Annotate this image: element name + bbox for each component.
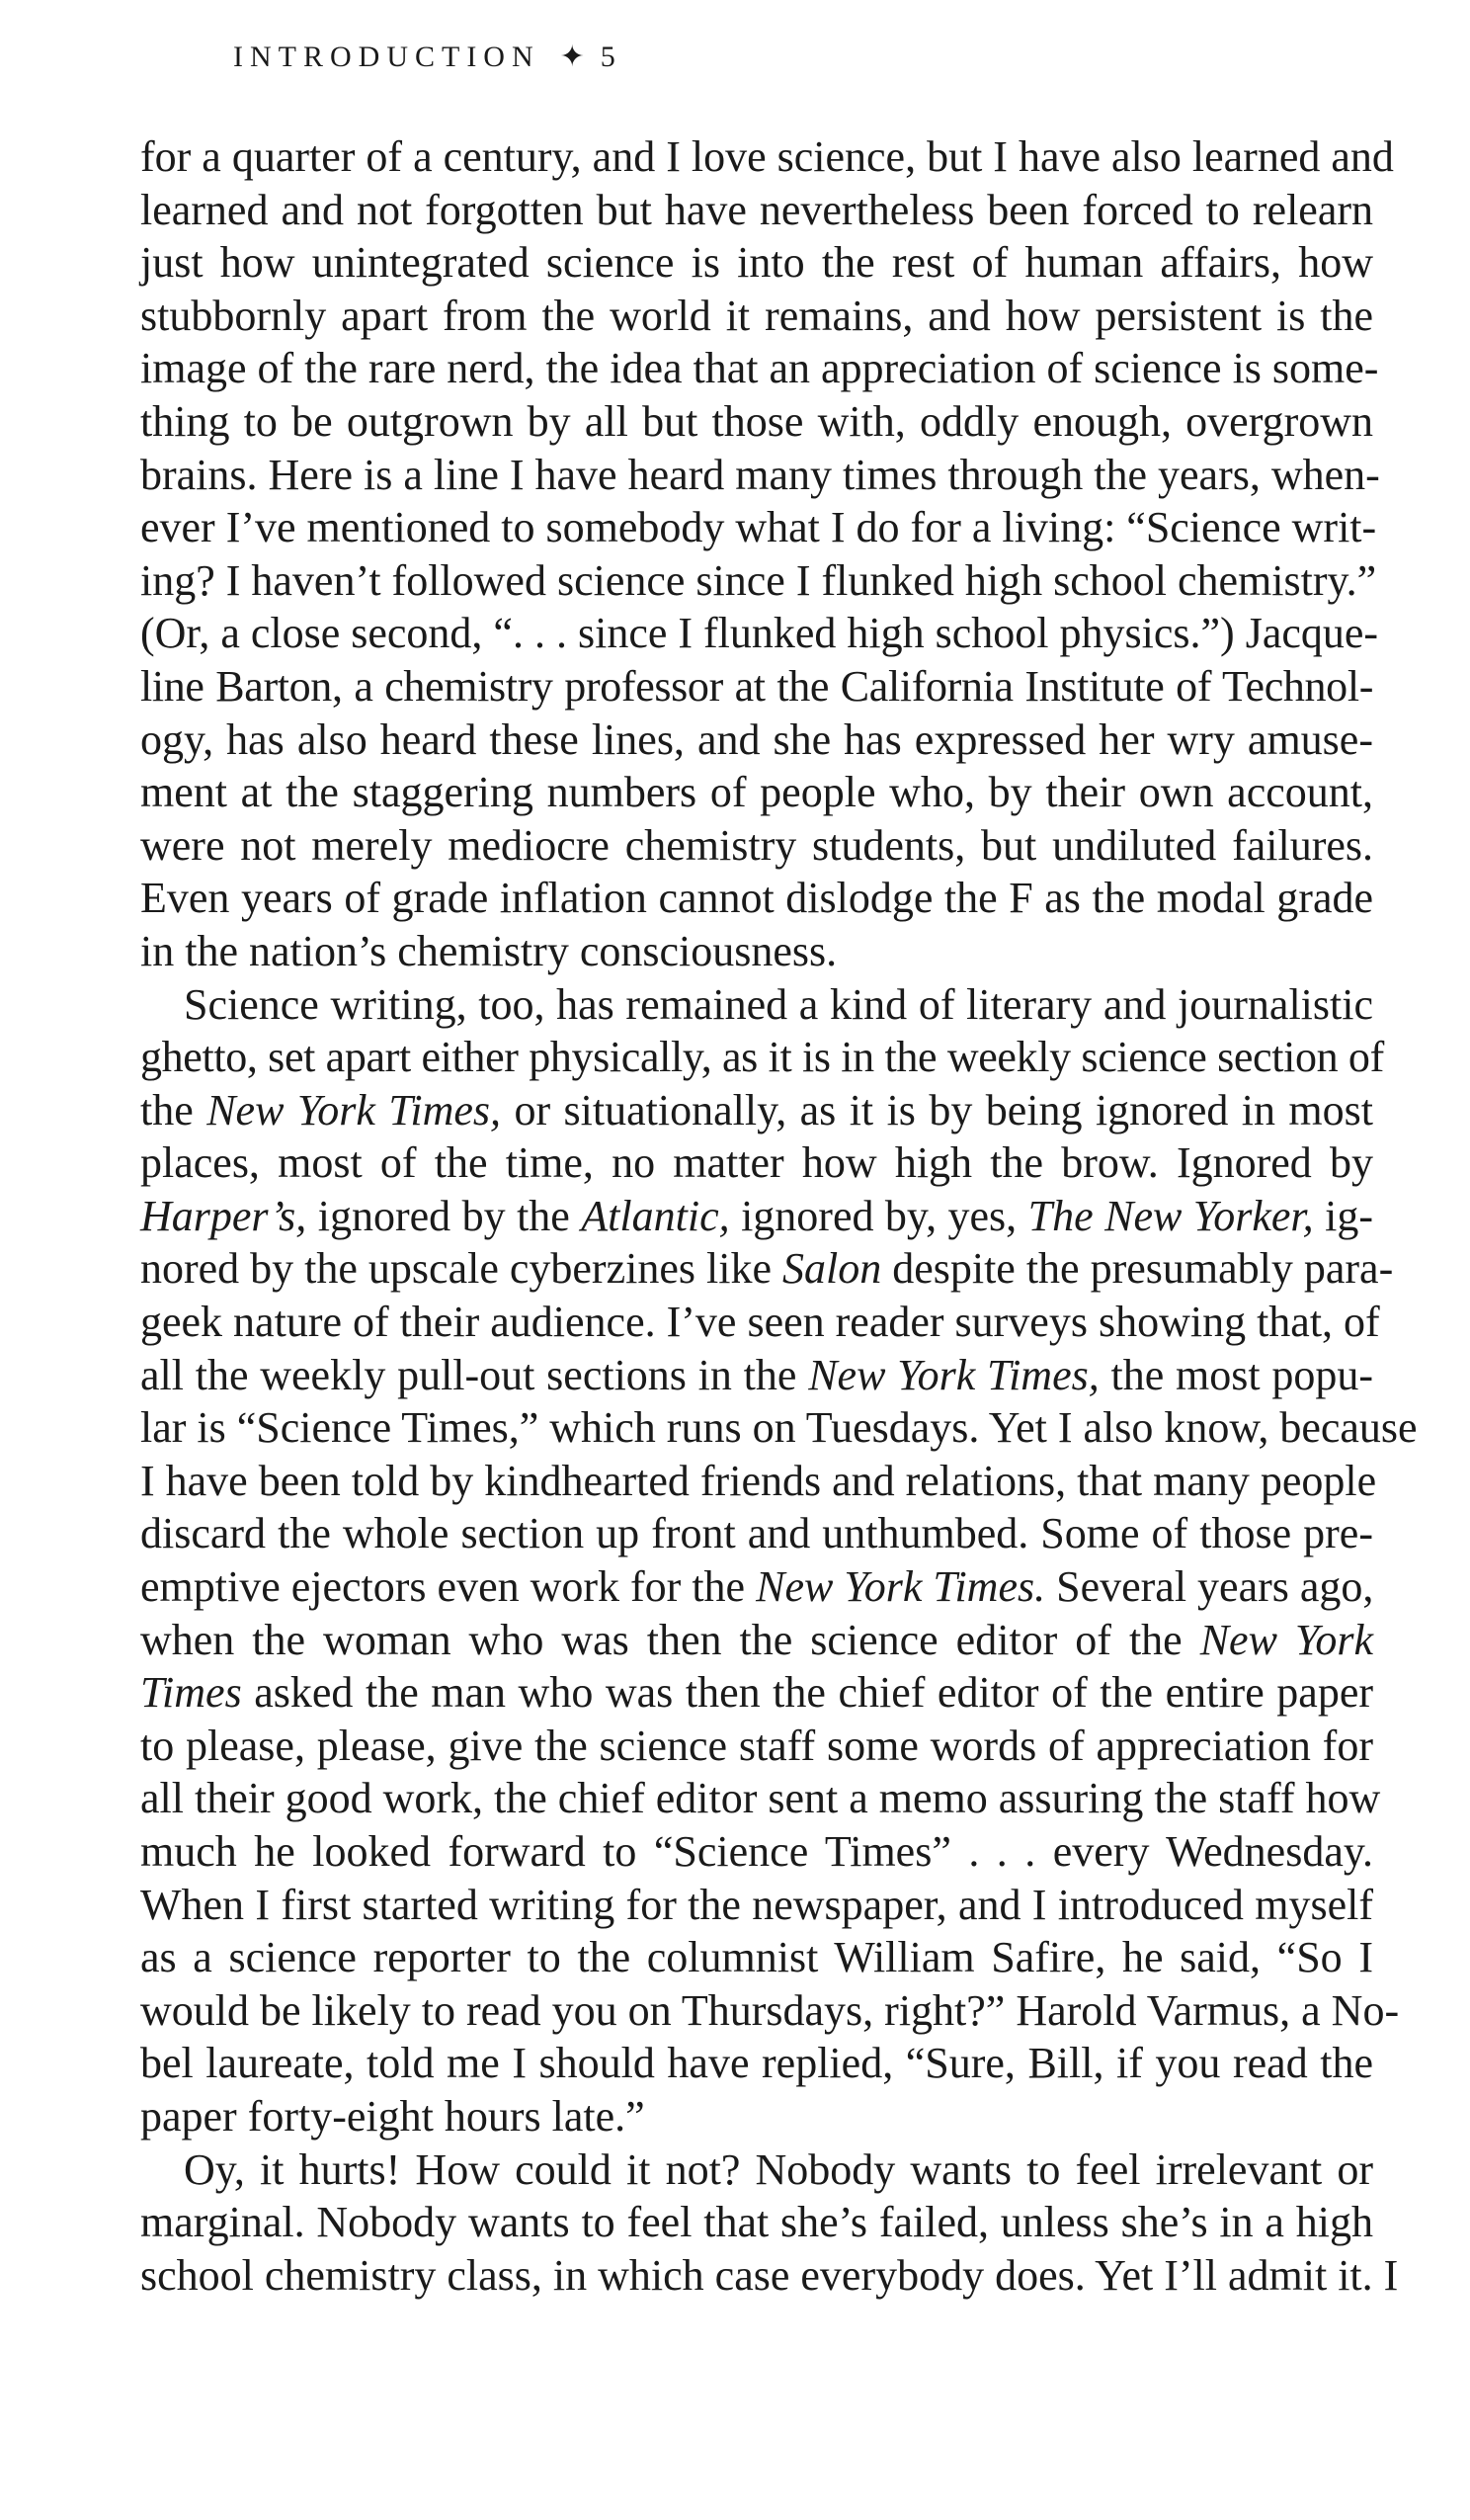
text-line: line Barton, a chemistry professor at the California Institute of Technol- bbox=[140, 661, 1373, 711]
text-line: Harper’s, ignored by the Atlantic, ignored by, yes, The New Yorker, ig- bbox=[140, 1191, 1373, 1240]
text-line: nored by the upscale cyberzines like Salon despite the presumably para- bbox=[140, 1244, 1394, 1294]
fleuron-separator-icon: ✦ bbox=[559, 41, 585, 73]
text-line: ghetto, set apart either physically, as it is in the weekly science section of bbox=[140, 1033, 1384, 1082]
italic-title: New York Times, bbox=[206, 1085, 502, 1134]
italic-title: Salon bbox=[781, 1244, 882, 1294]
text-line: would be likely to read you on Thursdays, right?” Harold Varmus, a No- bbox=[140, 1985, 1400, 2035]
text-line: emptive ejectors even work for the New York Times. Several years ago, bbox=[140, 1562, 1374, 1612]
paragraph-first-line: Oy, it hurts! How could it not? Nobody wants to feel irrelevant or bbox=[184, 2144, 1373, 2194]
text-line: discard the whole section up front and unthumbed. Some of those pre- bbox=[140, 1509, 1373, 1558]
text-line: When I first started writing for the newspaper, and I introduced myself bbox=[140, 1880, 1373, 1929]
text-line: stubbornly apart from the world it remains, and how persistent is the bbox=[140, 291, 1373, 340]
paragraph-first-line: Science writing, too, has remained a kind of literary and journalistic bbox=[184, 979, 1373, 1029]
text-line: learned and not forgotten but have nevertheless been forced to relearn bbox=[140, 185, 1373, 234]
text-line: lar is “Science Times,” which runs on Tuesdays. Yet I also know, because bbox=[140, 1403, 1418, 1453]
text-line: all their good work, the chief editor sent a memo assuring the staff how bbox=[140, 1774, 1381, 1823]
text-line: thing to be outgrown by all but those with, oddly enough, overgrown bbox=[140, 396, 1373, 446]
italic-title: New York Times, bbox=[808, 1350, 1100, 1399]
text-line: were not merely mediocre chemistry students, but undiluted failures. bbox=[140, 820, 1373, 870]
paragraph-last-line: paper forty-eight hours late.” bbox=[140, 2091, 645, 2141]
italic-title: Times bbox=[140, 1668, 242, 1718]
text-line: just how unintegrated science is into the rest of human affairs, how bbox=[140, 238, 1373, 288]
italic-title: New York Times. bbox=[756, 1562, 1046, 1612]
text-line: (Or, a close second, “. . . since I flunked high school physics.”) Jacque- bbox=[140, 609, 1379, 658]
running-head-section: INTRODUCTION bbox=[233, 41, 540, 73]
text-line: the New York Times, or situationally, as it is by being ignored in most bbox=[140, 1085, 1373, 1134]
text-line: ing? I haven’t followed science since I flunked high school chemistry.” bbox=[140, 555, 1377, 605]
text-line: to please, please, give the science staff some words of appreciation for bbox=[140, 1721, 1373, 1770]
page-number: 5 bbox=[600, 41, 615, 73]
text-line: image of the rare nerd, the idea that an appreciation of science is some- bbox=[140, 344, 1379, 393]
text-line: as a science reporter to the columnist William Safire, he said, “So I bbox=[140, 1933, 1373, 1982]
text-line: bel laureate, told me I should have replied, “Sure, Bill, if you read the bbox=[140, 2039, 1373, 2088]
text-line: I have been told by kindhearted friends and relations, that many people bbox=[140, 1456, 1377, 1505]
running-head bbox=[233, 38, 615, 77]
text-line: ever I’ve mentioned to somebody what I do for a living: “Science writ- bbox=[140, 503, 1377, 552]
italic-title: Harper’s, bbox=[140, 1191, 307, 1240]
text-line: ogy, has also heard these lines, and she has expressed her wry amuse- bbox=[140, 714, 1373, 764]
text-line: Times asked the man who was then the chief editor of the entire paper bbox=[140, 1668, 1373, 1718]
text-line: all the weekly pull-out sections in the New York Times, the most popu- bbox=[140, 1350, 1373, 1399]
text-line: when the woman who was then the science editor of the New York bbox=[140, 1615, 1373, 1664]
text-line: for a quarter of a century, and I love science, but I have also learned and bbox=[140, 132, 1394, 181]
italic-title: The New Yorker, bbox=[1027, 1191, 1314, 1240]
body-text bbox=[140, 130, 1418, 2302]
paragraph-last-line: in the nation’s chemistry consciousness. bbox=[140, 926, 838, 975]
text-line: Even years of grade inflation cannot dislodge the F as the modal grade bbox=[140, 874, 1373, 923]
italic-title: Atlantic, bbox=[581, 1191, 730, 1240]
text-line: brains. Here is a line I have heard many times through the years, when- bbox=[140, 450, 1380, 499]
text-line: ment at the staggering numbers of people who, by their own account, bbox=[140, 768, 1373, 817]
text-line: much he looked forward to “Science Times” . . . every Wednesday. bbox=[140, 1827, 1373, 1876]
text-line: places, most of the time, no matter how high the brow. Ignored by bbox=[140, 1138, 1373, 1188]
text-line: geek nature of their audience. I’ve seen reader surveys showing that, of bbox=[140, 1298, 1380, 1347]
text-line: marginal. Nobody wants to feel that she’s failed, unless she’s in a high bbox=[140, 2198, 1373, 2247]
text-line: school chemistry class, in which case everybody does. Yet I’ll admit it. I bbox=[140, 2250, 1399, 2300]
italic-title: New York bbox=[1199, 1615, 1373, 1664]
